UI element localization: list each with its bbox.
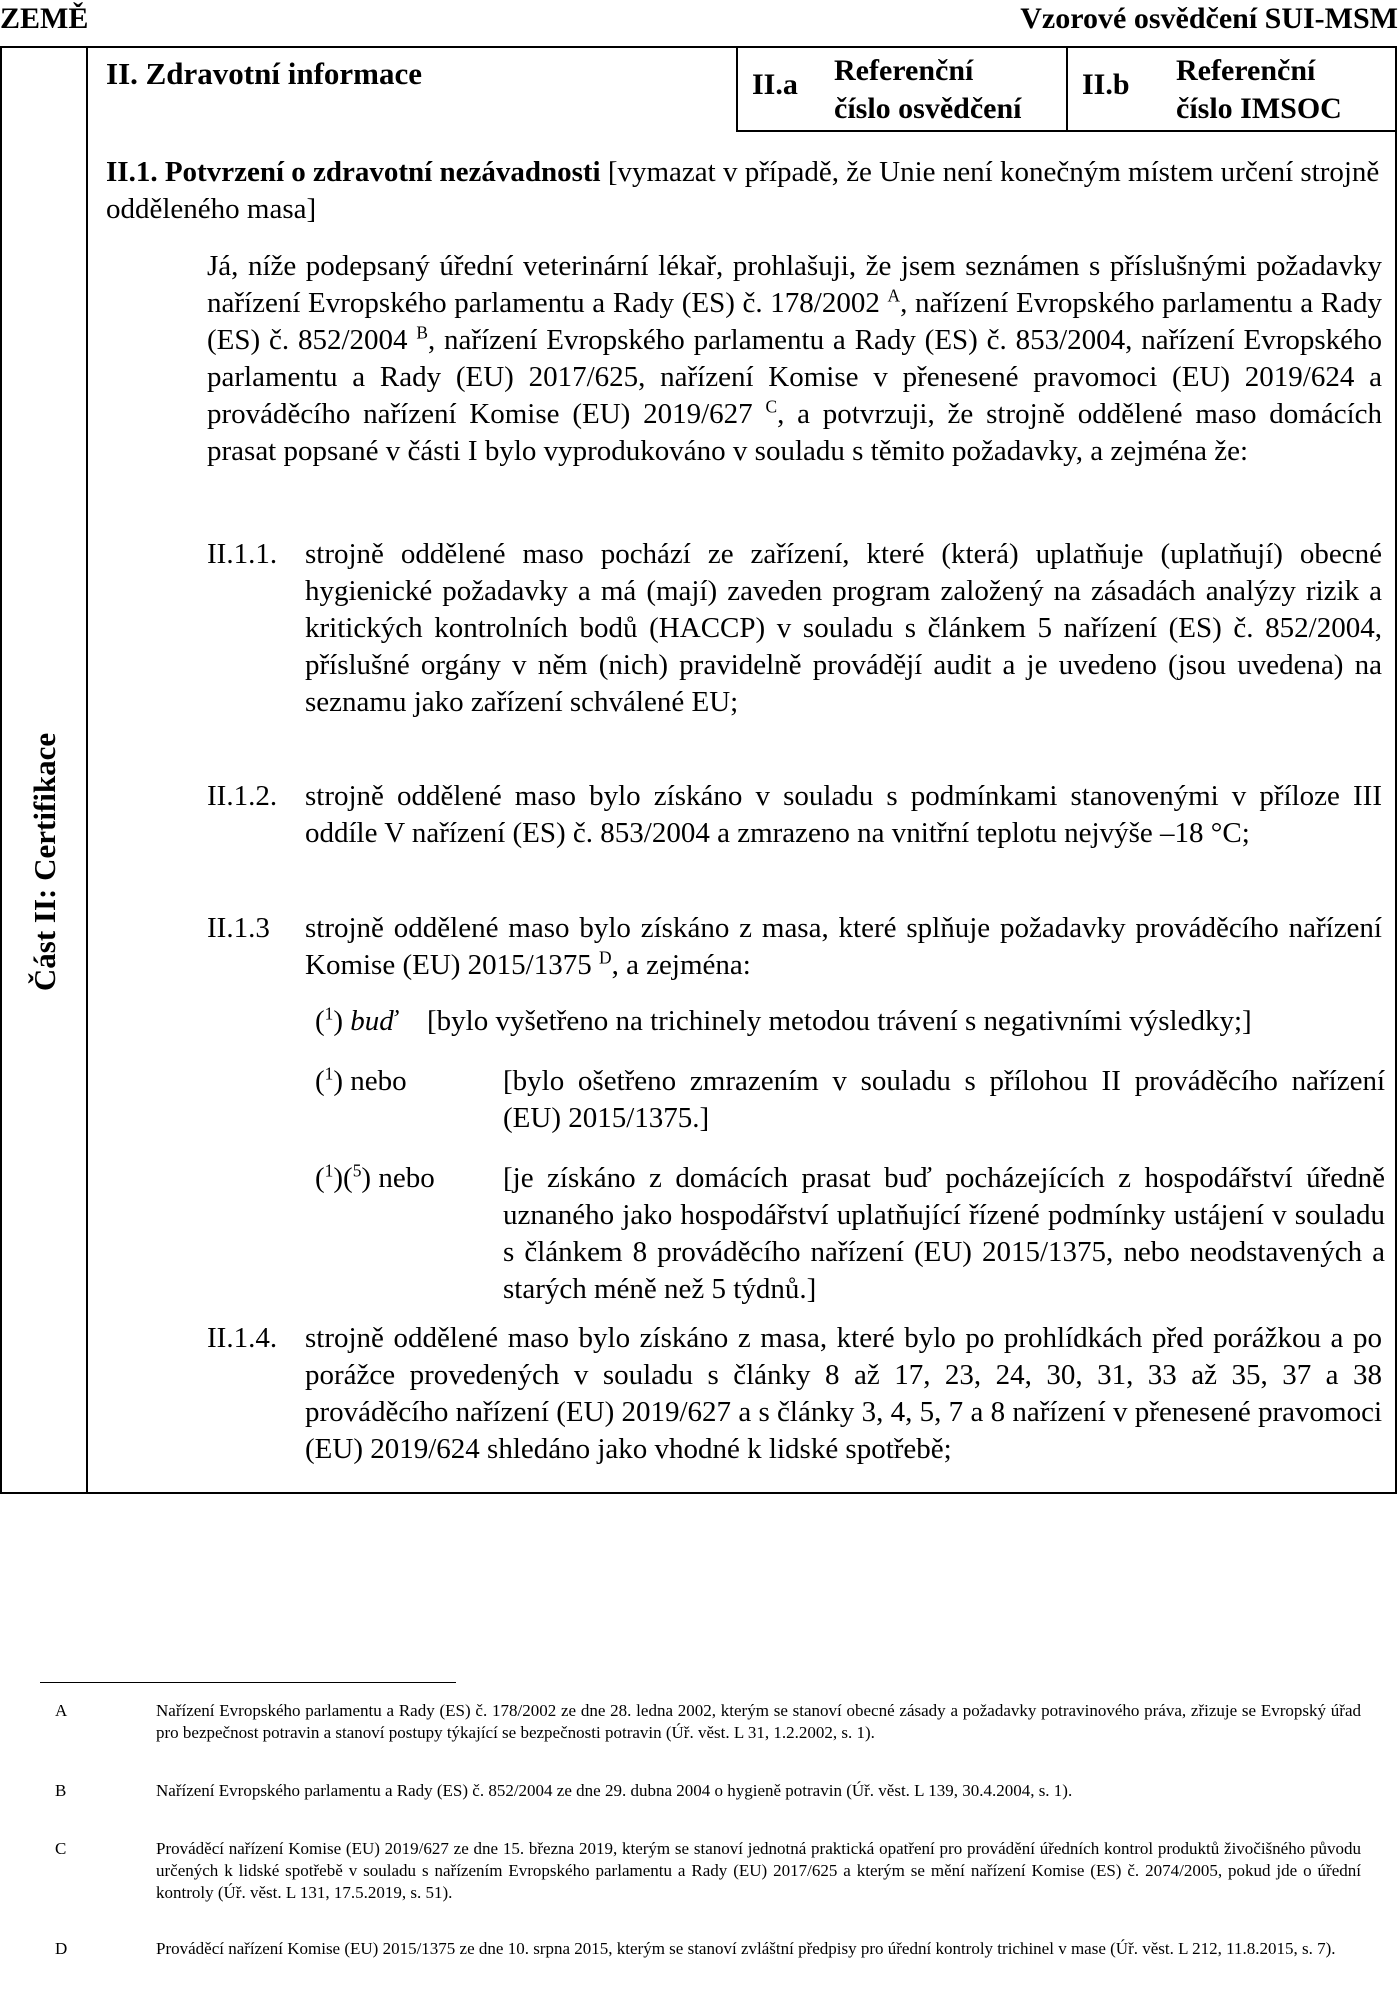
- country-label: ZEMĚ: [0, 2, 89, 35]
- item-text-part-b: , a zejména:: [611, 949, 751, 981]
- side-label: Část II: Certifikace: [27, 732, 62, 992]
- option-footnote-ref: 1: [324, 1063, 334, 1084]
- footnote-text: Prováděcí nařízení Komise (EU) 2015/1375 ze dne 10. srpna 2015, kterým se stanoví zvláštní předpisy pro úřední kontroly trichinel v mase (Úř. věst. L 212, 11.8.2015, s. 7).: [156, 1939, 1336, 1958]
- footnote-ref-d: D: [599, 947, 612, 968]
- item-number: II.1.4.: [207, 1322, 278, 1354]
- option-footnote-ref: 1: [324, 1003, 334, 1024]
- footnote-ref-c: C: [765, 396, 778, 417]
- item-number: II.1.2.: [207, 780, 278, 812]
- reference-box: [736, 48, 1397, 132]
- footnote-mark: C: [55, 1839, 67, 1858]
- option-word: buď: [350, 1005, 397, 1037]
- intro-part-1: Já, níže podepsaný úřední veterinární lékař, prohlašuji, že jsem seznámen s příslušnými požadavky nařízení Evropského parlamentu a Rady (ES) č. 178/2002: [207, 250, 1382, 319]
- option-word: nebo: [350, 1065, 407, 1097]
- ref-b-code: II.b: [1082, 68, 1130, 101]
- option-text: [je získáno z domácích prasat buď pocházejících z hospodářství úředně uznaného jako hospodářství uplatňující řízené podmínky ustájení v souladu s článkem 8 prováděcího nařízení (EU) 2015/1375, nebo neodstavených a starých méně než 5 týdnů.]: [503, 1162, 1385, 1305]
- option-footnote-ref: 1: [324, 1160, 334, 1181]
- footnote-text: Nařízení Evropského parlamentu a Rady (ES) č. 178/2002 ze dne 28. ledna 2002, kterým se stanoví obecné zásady a požadavky potravinového práva, zřizuje se Evropský úřad pro bezpečnost potravin a stanoví postupy týkající se bezpečnosti potravin (Úř. věst. L 31, 1.2.2002, s. 1).: [156, 1701, 1361, 1742]
- ref-b-label: [1176, 52, 1342, 128]
- footnote-mark: B: [55, 1781, 67, 1800]
- ref-a-label-line1: Referenční: [834, 54, 974, 87]
- intro-part-4: , a potvrzuji, že strojně oddělené maso domácích prasat popsané v části I bylo vyprodukováno v souladu s těmito požadavky, a zejména že:: [207, 398, 1382, 467]
- ref-divider: [1066, 48, 1068, 130]
- footnote-mark: A: [55, 1701, 68, 1720]
- ref-a-code: II.a: [752, 68, 798, 101]
- side-column: [2, 48, 88, 1492]
- footnote-ref-a: A: [887, 285, 901, 306]
- option-mark: ($^1$)($^5$) nebo: [315, 1160, 435, 1194]
- ref-b-label-line2: číslo IMSOC: [1176, 92, 1342, 125]
- footnote-text: Prováděcí nařízení Komise (EU) 2019/627 ze dne 15. března 2019, kterým se stanoví jednotná praktická opatření pro provádění úředních kontrol produktů živočišného původu určených k lidské spotřebě v souladu s nařízením Evropského parlamentu a Rady (EU) 2017/625 a kterým se mění nařízení Komise (ES) č. 2074/2005, pokud jde o úřední kontroly (Úř. věst. L 131, 17.5.2019, s. 51).: [156, 1839, 1361, 1902]
- ref-a-label: [834, 52, 1022, 128]
- footnote-separator: [40, 1682, 456, 1683]
- item-number: II.1.3: [207, 912, 270, 944]
- ii1-bold-title: Potvrzení o zdravotní nezávadnosti: [164, 156, 601, 188]
- item-text: [305, 910, 1382, 984]
- health-attestation-heading: [106, 154, 1384, 228]
- section-title: II. Zdravotní informace: [106, 56, 423, 91]
- certificate-frame: [0, 46, 1397, 1494]
- option-text: [bylo ošetřeno zmrazením v souladu s přílohou II prováděcího nařízení (EU) 2015/1375.]: [503, 1065, 1385, 1134]
- intro-part-3: , nařízení Evropského parlamentu a Rady (ES) č. 853/2004, nařízení Evropského parlamentu a Rady (EU) 2017/625, nařízení Komise v přenesené pravomoci (EU) 2019/624 a prováděcího nařízení Komise (EU) 2019/627: [207, 324, 1383, 430]
- item-text-part-a: strojně oddělené maso bylo získáno z masa, které splňuje požadavky prováděcího nařízení Komise (EU) 2015/1375: [305, 912, 1382, 981]
- item-text: strojně oddělené maso bylo získáno z masa, které bylo po prohlídkách před porážkou a po porážce provedených v souladu s články 8 až 17, 23, 24, 30, 31, 33 až 35, 37 a 38 prováděcího nařízení (EU) 2019/627 a s články 3, 4, 5, 7 a 8 nařízení v přenesené pravomoci (EU) 2019/624 shledáno jako vhodné k lidské spotřebě;: [305, 1322, 1382, 1465]
- footnote-mark: D: [55, 1939, 68, 1958]
- footnote-text: Nařízení Evropského parlamentu a Rady (ES) č. 852/2004 ze dne 29. dubna 2004 o hygieně potravin (Úř. věst. L 139, 30.4.2004, s. 1).: [156, 1781, 1073, 1800]
- item-number: II.1.1.: [207, 538, 278, 570]
- item-text: strojně oddělené maso bylo získáno v souladu s podmínkami stanovenými v příloze III oddíle V nařízení (ES) č. 853/2004 a zmrazeno na vnitřní teplotu nejvýše –18 °C;: [305, 780, 1382, 849]
- option-mark: ($^1$) buď: [315, 1003, 397, 1037]
- ref-b-label-line1: Referenční: [1176, 54, 1316, 87]
- option-text: [bylo vyšetřeno na trichinely metodou trávení s negativními výsledky;]: [427, 1005, 1252, 1037]
- ii1-number: II.1.: [106, 156, 158, 188]
- option-word: nebo: [378, 1162, 435, 1194]
- certificate-model-title: Vzorové osvědčení SUI-MSM: [1020, 2, 1398, 35]
- ref-a-label-line2: číslo osvědčení: [834, 92, 1022, 125]
- intro-paragraph: [207, 248, 1382, 470]
- option-footnote-ref-2: 5: [352, 1160, 362, 1181]
- intro-part-2: , nařízení Evropského parlamentu a Rady (ES) č. 852/2004: [207, 287, 1383, 356]
- option-mark: ($^1$) nebo: [315, 1063, 407, 1097]
- item-text: strojně oddělené maso pochází ze zařízení, které (která) uplatňuje (uplatňují) obecné hygienické požadavky a má (mají) zaveden program založený na zásadách analýzy rizik a kritických kontrolních bodů (HACCP) v souladu s článkem 5 nařízení (ES) č. 852/2004, příslušné orgány v něm (nich) pravidelně provádějí audit a je uvedeno (jsou uvedena) na seznamu jako zařízení schválené EU;: [305, 538, 1382, 718]
- ii1-instruction: [vymazat v případě, že Unie není konečným místem určení strojně odděleného masa]: [106, 156, 1380, 225]
- footnote-ref-b: B: [416, 322, 428, 343]
